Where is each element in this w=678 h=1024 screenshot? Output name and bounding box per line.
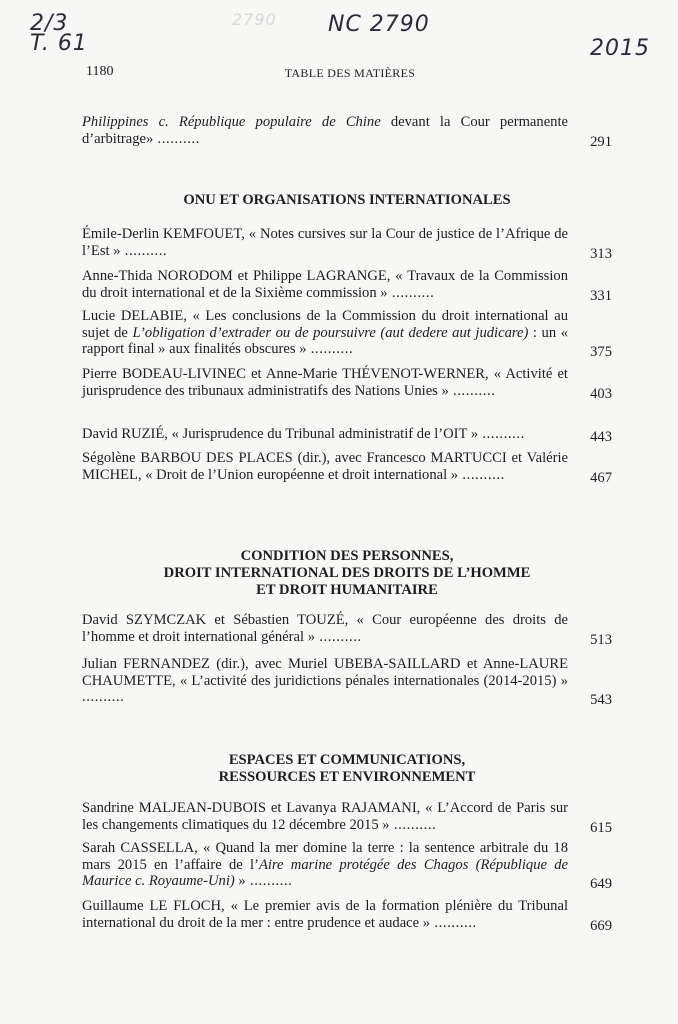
toc-entry-page-number: 331: [590, 287, 612, 304]
toc-entry-text: Émile-Derlin KEMFOUET, « Notes cursives sur la Cour de justice de l’Afrique de l’Est »: [82, 226, 568, 259]
toc-entry: [82, 308, 612, 361]
dot-leader: ..........: [478, 426, 525, 442]
toc-entry: [82, 898, 612, 934]
dot-leader: ..........: [389, 816, 437, 833]
toc-entry-page-number: 375: [590, 344, 612, 361]
toc-entry-title: [82, 612, 568, 645]
toc-entry-italic-text: Aire marine protégée des Chagos (République de Maurice c. Royaume-Uni): [82, 856, 568, 890]
toc-entry-text: Ségolène BARBOU DES PLACES (dir.), avec Francesco MARTUCCI et Valérie MICHEL, « Droit de l’Union européenne et droit international »: [82, 450, 568, 483]
toc-entry-text: David SZYMCZAK et Sébastien TOUZÉ, « Cour européenne des droits de l’homme et droit international général »: [82, 612, 568, 645]
toc-entry-italic-text: Philippines c. République populaire de Chine: [82, 114, 381, 130]
toc-entry-page-number: 615: [590, 819, 612, 836]
toc-entry-page-number: 443: [590, 429, 612, 445]
section-heading-line: RESSOURCES ET ENVIRONNEMENT: [218, 769, 476, 785]
dot-leader: ..........: [120, 242, 168, 259]
toc-entry-text: Sarah CASSELLA, « Quand la mer domine la terre : la sentence arbitrale du 18 mars 2015 en l’affaire de l’: [82, 840, 568, 873]
toc-entry-text: Julian FERNANDEZ (dir.), avec Muriel UBEBA-SAILLARD et Anne-LAURE CHAUMETTE, « L’activité des juridictions pénales internationales (2014-2015) »: [82, 656, 568, 689]
dot-leader: ..........: [245, 873, 293, 890]
toc-entry-page-number: 403: [590, 385, 612, 402]
page-header: [86, 64, 614, 84]
toc-entry-text: Sandrine MALJEAN-DUBOIS et Lavanya RAJAMANI, « L’Accord de Paris sur les changements climatiques du 12 décembre 2015 »: [82, 800, 568, 833]
handwritten-volume-number: [30, 11, 88, 56]
faint-stamp-number: 2790: [232, 10, 277, 29]
toc-entry: [82, 450, 612, 486]
running-title: TABLE DES MATIÈRES: [284, 66, 416, 80]
toc-entry-text: : un « rapport final » aux finalités obscures »: [82, 324, 568, 358]
toc-entry-page-number: 513: [590, 631, 612, 648]
toc-entry-title: [82, 268, 568, 301]
toc-entry: [82, 840, 612, 893]
toc-entry-text: Lucie DELABIE, « Les conclusions de la Commission du droit international au sujet de: [82, 308, 568, 341]
toc-entry-title: [82, 426, 568, 443]
toc-entry-text: David RUZIÉ, « Jurisprudence du Tribunal administratif de l’OIT »: [82, 426, 479, 442]
section-heading-line: ET DROIT HUMANITAIRE: [256, 582, 438, 598]
toc-entry-italic-text: L’obligation d’extrader ou de poursuivre (aut dedere aut judicare): [132, 324, 529, 341]
toc-entry-text: »: [234, 873, 246, 890]
section-heading-line: ONU ET ORGANISATIONS INTERNATIONALES: [183, 192, 511, 208]
dot-leader: ..........: [448, 382, 496, 399]
section-heading: [82, 548, 612, 599]
dot-leader: ..........: [82, 689, 125, 706]
toc-entry-text: devant la Cour permanente d’arbitrage»: [82, 114, 568, 147]
toc-entry-title: [82, 656, 568, 706]
toc-entry-text: Guillaume LE FLOCH, « Le premier avis de la formation plénière du Tribunal international du droit de la mer : entre prudence et audace »: [82, 898, 568, 931]
toc-entry: [82, 800, 612, 836]
toc-entry-title: [82, 800, 568, 833]
section-heading-line: CONDITION DES PERSONNES,: [240, 548, 454, 564]
toc-entry-title: [82, 366, 568, 399]
toc-entry-page-number: 649: [590, 876, 612, 893]
dot-leader: ..........: [153, 130, 201, 147]
section-heading-line: ESPACES ET COMMUNICATIONS,: [228, 752, 466, 768]
dot-leader: ..........: [458, 466, 505, 483]
toc-entry-title: [82, 226, 568, 259]
toc-entry-title: [82, 308, 568, 358]
dot-leader: ..........: [315, 628, 362, 645]
handwritten-fraction: 2/3: [30, 11, 69, 36]
toc-entry-page-number: 669: [590, 917, 612, 934]
toc-entry: [82, 114, 612, 150]
toc-entry-title: [82, 840, 568, 890]
dot-leader: ..........: [387, 284, 435, 301]
toc-entry: [82, 226, 612, 262]
toc-entry: [82, 268, 612, 304]
toc-entry-page-number: 313: [590, 245, 612, 262]
dot-leader: ..........: [430, 914, 477, 931]
toc-entry-text: Anne-Thida NORODOM et Philippe LAGRANGE, « Travaux de la Commission du droit international et de la Sixième commission »: [82, 268, 568, 301]
toc-entry: [82, 366, 612, 402]
toc-entry: [82, 656, 612, 709]
page-number: 1180: [86, 64, 114, 79]
toc-entry: [82, 612, 612, 648]
section-heading: [82, 192, 612, 209]
section-heading-line: DROIT INTERNATIONAL DES DROITS DE L’HOMME: [163, 565, 531, 581]
toc-entry-title: [82, 898, 568, 931]
toc-entry-text: Pierre BODEAU-LIVINEC et Anne-Marie THÉVENOT-WERNER, « Activité et jurisprudence des tribunaux administratifs des Nations Unies »: [82, 366, 568, 399]
dot-leader: ..........: [306, 341, 354, 358]
toc-entry-page-number: 543: [590, 692, 612, 709]
section-heading: [82, 752, 612, 786]
handwritten-catalog-number: NC 2790: [328, 12, 430, 37]
toc-entry-title: [82, 114, 568, 147]
toc-entry-page-number: 467: [590, 469, 612, 486]
toc-entry-title: [82, 450, 568, 483]
handwritten-year: 2015: [590, 36, 650, 61]
toc-entry-page-number: 291: [590, 133, 612, 150]
handwritten-tome: T. 61: [30, 31, 88, 56]
toc-entry: [82, 426, 612, 443]
